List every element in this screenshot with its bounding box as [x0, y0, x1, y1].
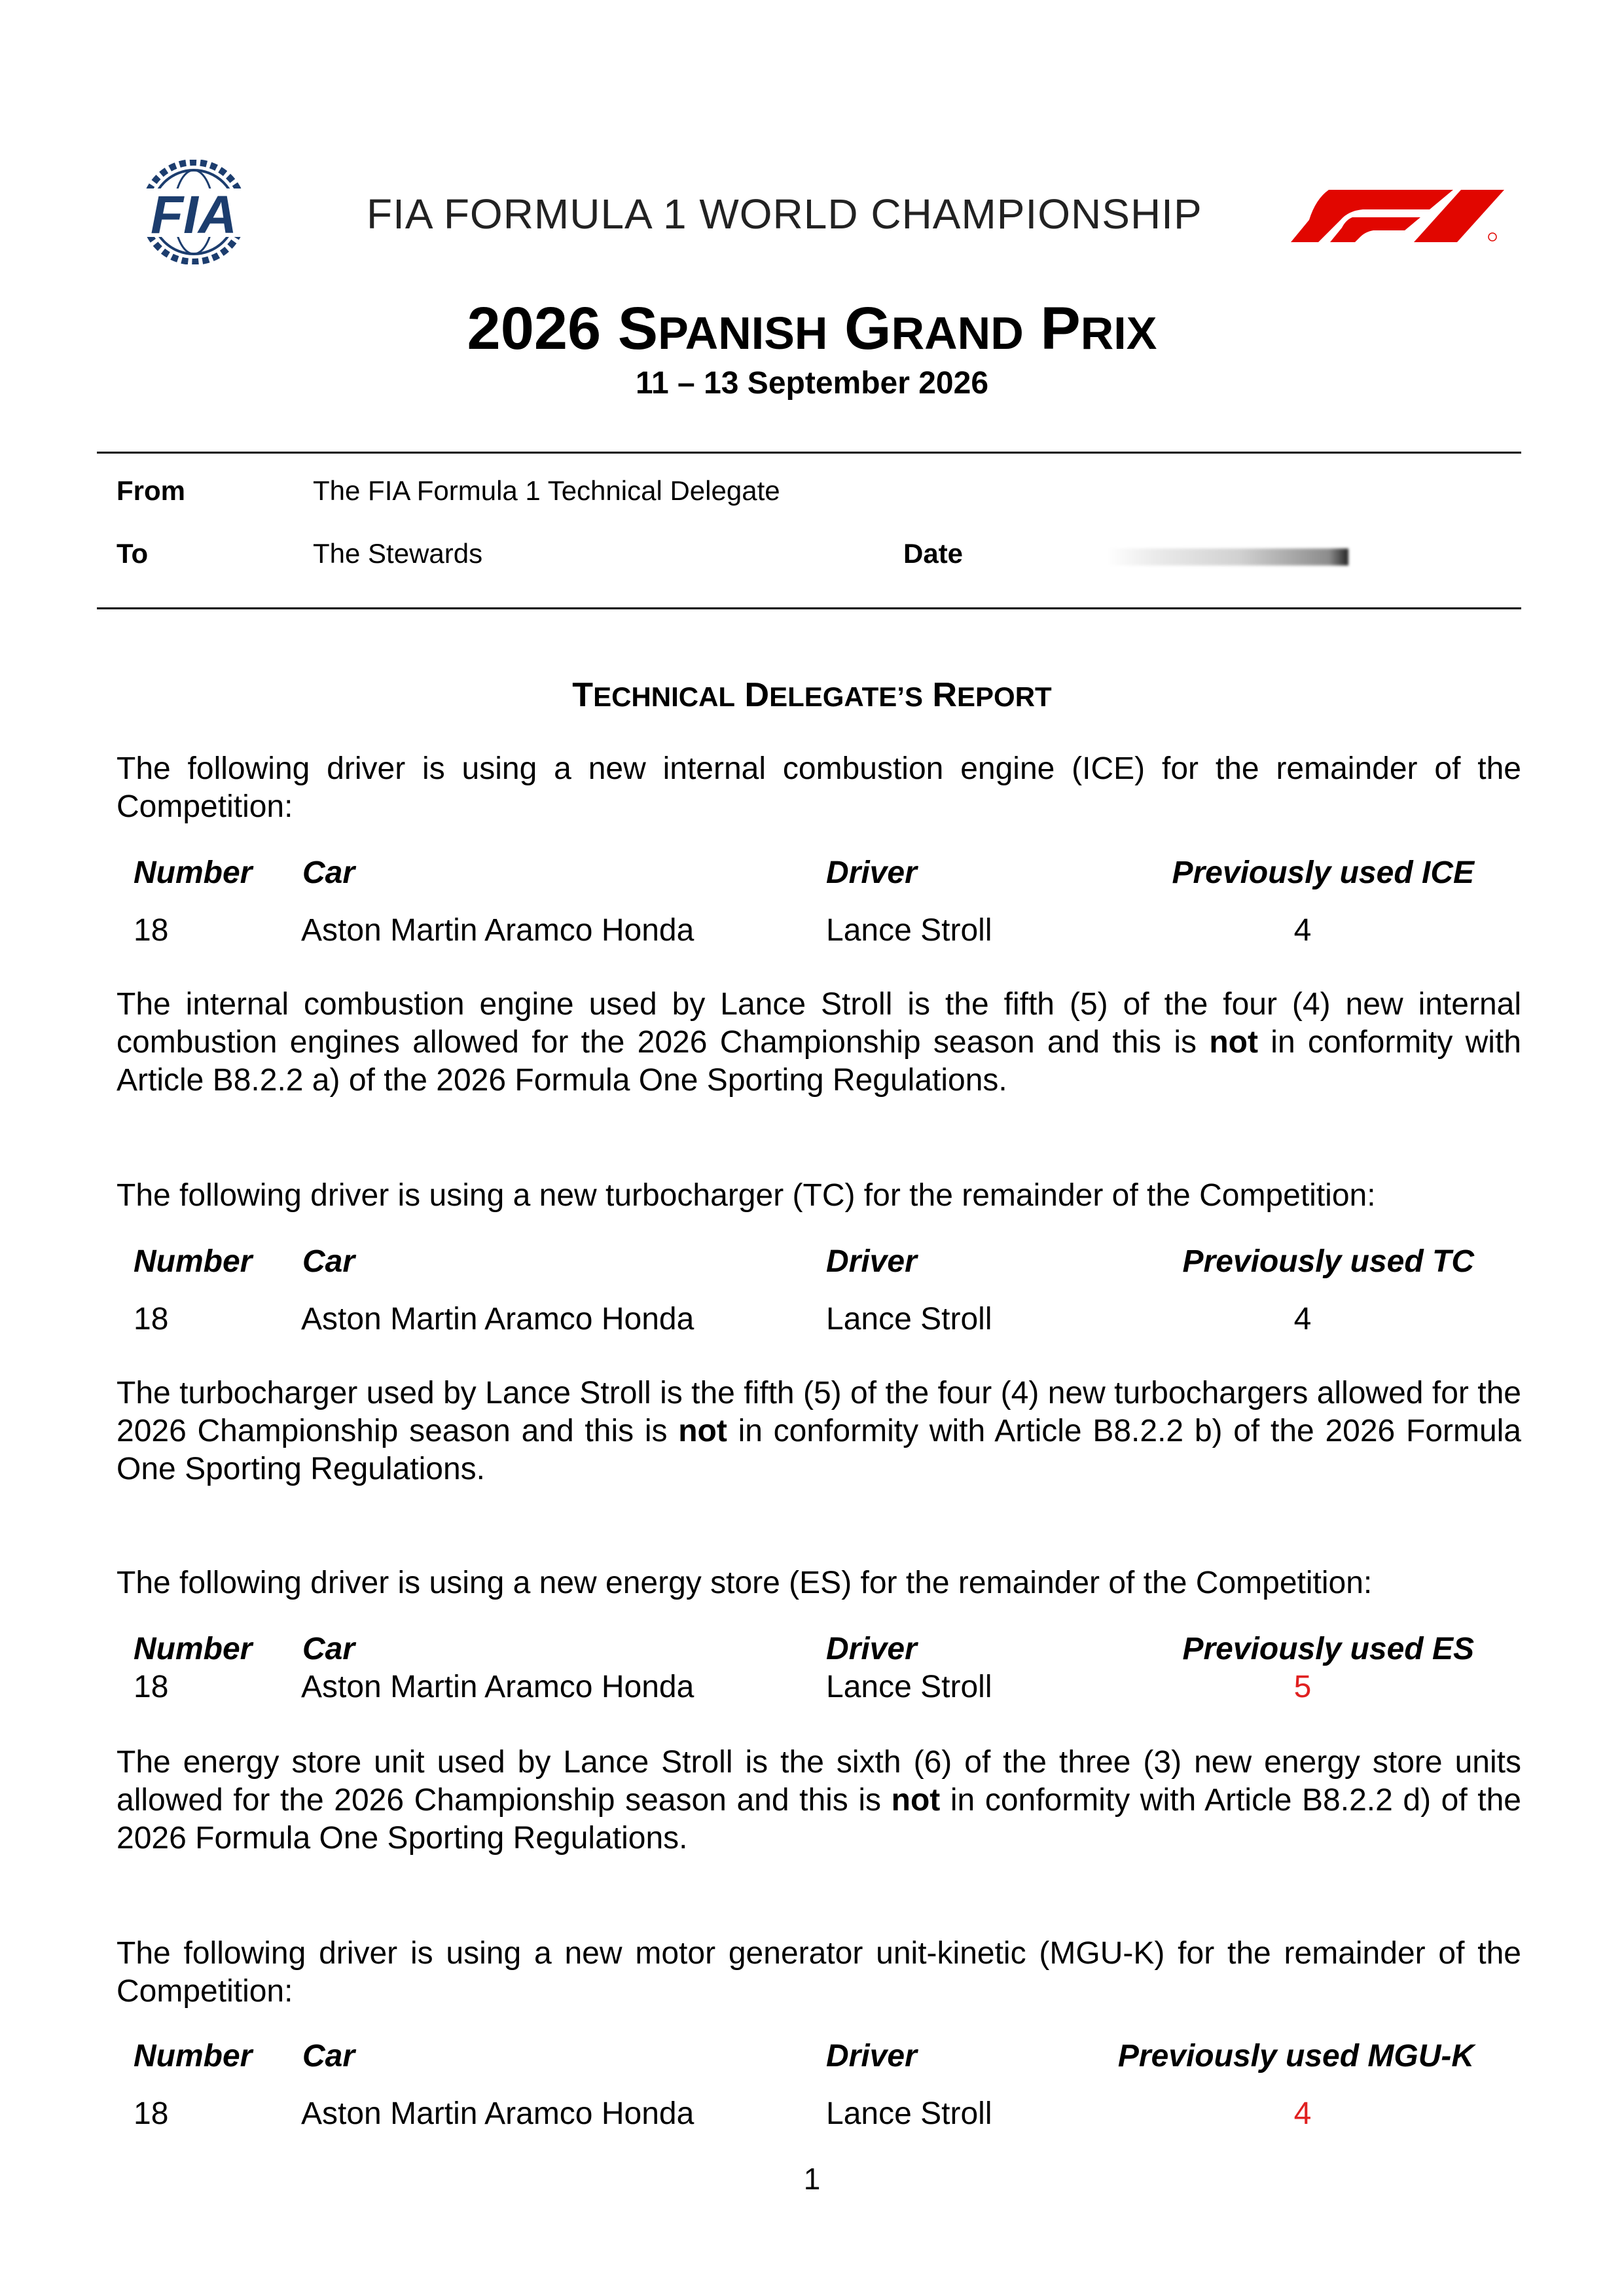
- mguk-row-car: Aston Martin Aramco Honda: [301, 2096, 695, 2131]
- tc-header-driver: Driver: [826, 1244, 917, 1279]
- mguk-header-previously-used: Previously used MGU-K: [1117, 2039, 1474, 2073]
- tc-header-previously-used: Previously used TC: [1182, 1244, 1474, 1279]
- mguk-header-driver: Driver: [826, 2039, 917, 2073]
- mguk-header-car: Car: [302, 2039, 355, 2073]
- mguk-row-number: 18: [134, 2096, 169, 2131]
- es-row-driver: Lance Stroll: [826, 1670, 992, 1704]
- championship-title: FIA FORMULA 1 WORLD CHAMPIONSHIP: [367, 190, 1202, 238]
- from-value: The FIA Formula 1 Technical Delegate: [313, 475, 780, 506]
- es-conformity-note: The energy store unit used by Lance Stroll is the sixth (6) of the three (3) new energy store units allowed for the 2026 Championship season and this is not in conformity with Article B8.2.2 d) of the 2026 Formula One Sporting Regulations.: [117, 1745, 1522, 1856]
- es-header-car: Car: [302, 1632, 355, 1666]
- event-dates: 11 – 13 September 2026: [635, 366, 989, 401]
- ice-header-driver: Driver: [826, 855, 917, 890]
- ice-header-previously-used: Previously used ICE: [1172, 855, 1474, 890]
- to-label: To: [117, 538, 149, 569]
- es-header-number: Number: [134, 1632, 253, 1666]
- es-row-previously-used: 5: [1293, 1670, 1312, 1704]
- ice-conformity-note: The internal combustion engine used by Lance Stroll is the fifth (5) of the four (4) new internal combustion engines allowed for the 2026 Championship season and this is not in conformity with Article B8.2.2 a) of the 2026 Formula One Sporting Regulations.: [117, 987, 1521, 1098]
- ice-row-driver: Lance Stroll: [826, 913, 992, 948]
- tc-header-number: Number: [134, 1244, 253, 1279]
- ice-row-number: 18: [134, 913, 169, 948]
- bottom-divider: [97, 607, 1521, 609]
- es-row-number: 18: [134, 1670, 169, 1704]
- ice-header-number: Number: [134, 855, 253, 890]
- report-title: TECHNICAL DELEGATE’S REPORT: [572, 676, 1052, 714]
- es-intro: The following driver is using a new energy store (ES) for the remainder of the Competition:: [117, 1566, 1373, 1600]
- ice-row-car: Aston Martin Aramco Honda: [301, 913, 695, 948]
- ice-row-previously-used: 4: [1293, 913, 1312, 948]
- tc-intro: The following driver is using a new turbocharger (TC) for the remainder of the Competition:: [117, 1178, 1376, 1213]
- to-value: The Stewards: [313, 538, 483, 569]
- tc-row-number: 18: [134, 1302, 169, 1336]
- es-header-driver: Driver: [826, 1632, 917, 1666]
- mguk-intro: The following driver is using a new motor generator unit-kinetic (MGU-K) for the remainder of the Competition:: [117, 1936, 1521, 2009]
- es-header-previously-used: Previously used ES: [1182, 1632, 1474, 1666]
- f1-logo: [1290, 181, 1525, 246]
- mguk-row-previously-used: 4: [1293, 2096, 1312, 2131]
- fia-logo: [117, 160, 271, 264]
- date-label: Date: [903, 538, 964, 569]
- tc-row-driver: Lance Stroll: [826, 1302, 992, 1336]
- mguk-header-number: Number: [134, 2039, 253, 2073]
- ice-intro: The following driver is using a new internal combustion engine (ICE) for the remainder of the Competition:: [117, 751, 1521, 824]
- tc-header-car: Car: [302, 1244, 355, 1279]
- top-divider: [97, 452, 1521, 454]
- grand-prix-title: 2026 SPANISH GRAND PRIX: [467, 295, 1157, 362]
- tc-conformity-note: The turbocharger used by Lance Stroll is the fifth (5) of the four (4) new turbochargers allowed for the 2026 Championship season and this is not in conformity with Article B8.2.2 b) of the 2026 Formula One Sporting Regulations.: [117, 1376, 1521, 1486]
- ice-header-car: Car: [302, 855, 355, 890]
- svg-text:FIA: FIA: [150, 185, 238, 245]
- from-label: From: [117, 475, 185, 506]
- tc-row-previously-used: 4: [1293, 1302, 1312, 1336]
- mguk-row-driver: Lance Stroll: [826, 2096, 992, 2131]
- tc-row-car: Aston Martin Aramco Honda: [301, 1302, 695, 1336]
- es-row-car: Aston Martin Aramco Honda: [301, 1670, 695, 1704]
- redacted-date: [1106, 548, 1348, 565]
- page-number: 1: [803, 2162, 821, 2196]
